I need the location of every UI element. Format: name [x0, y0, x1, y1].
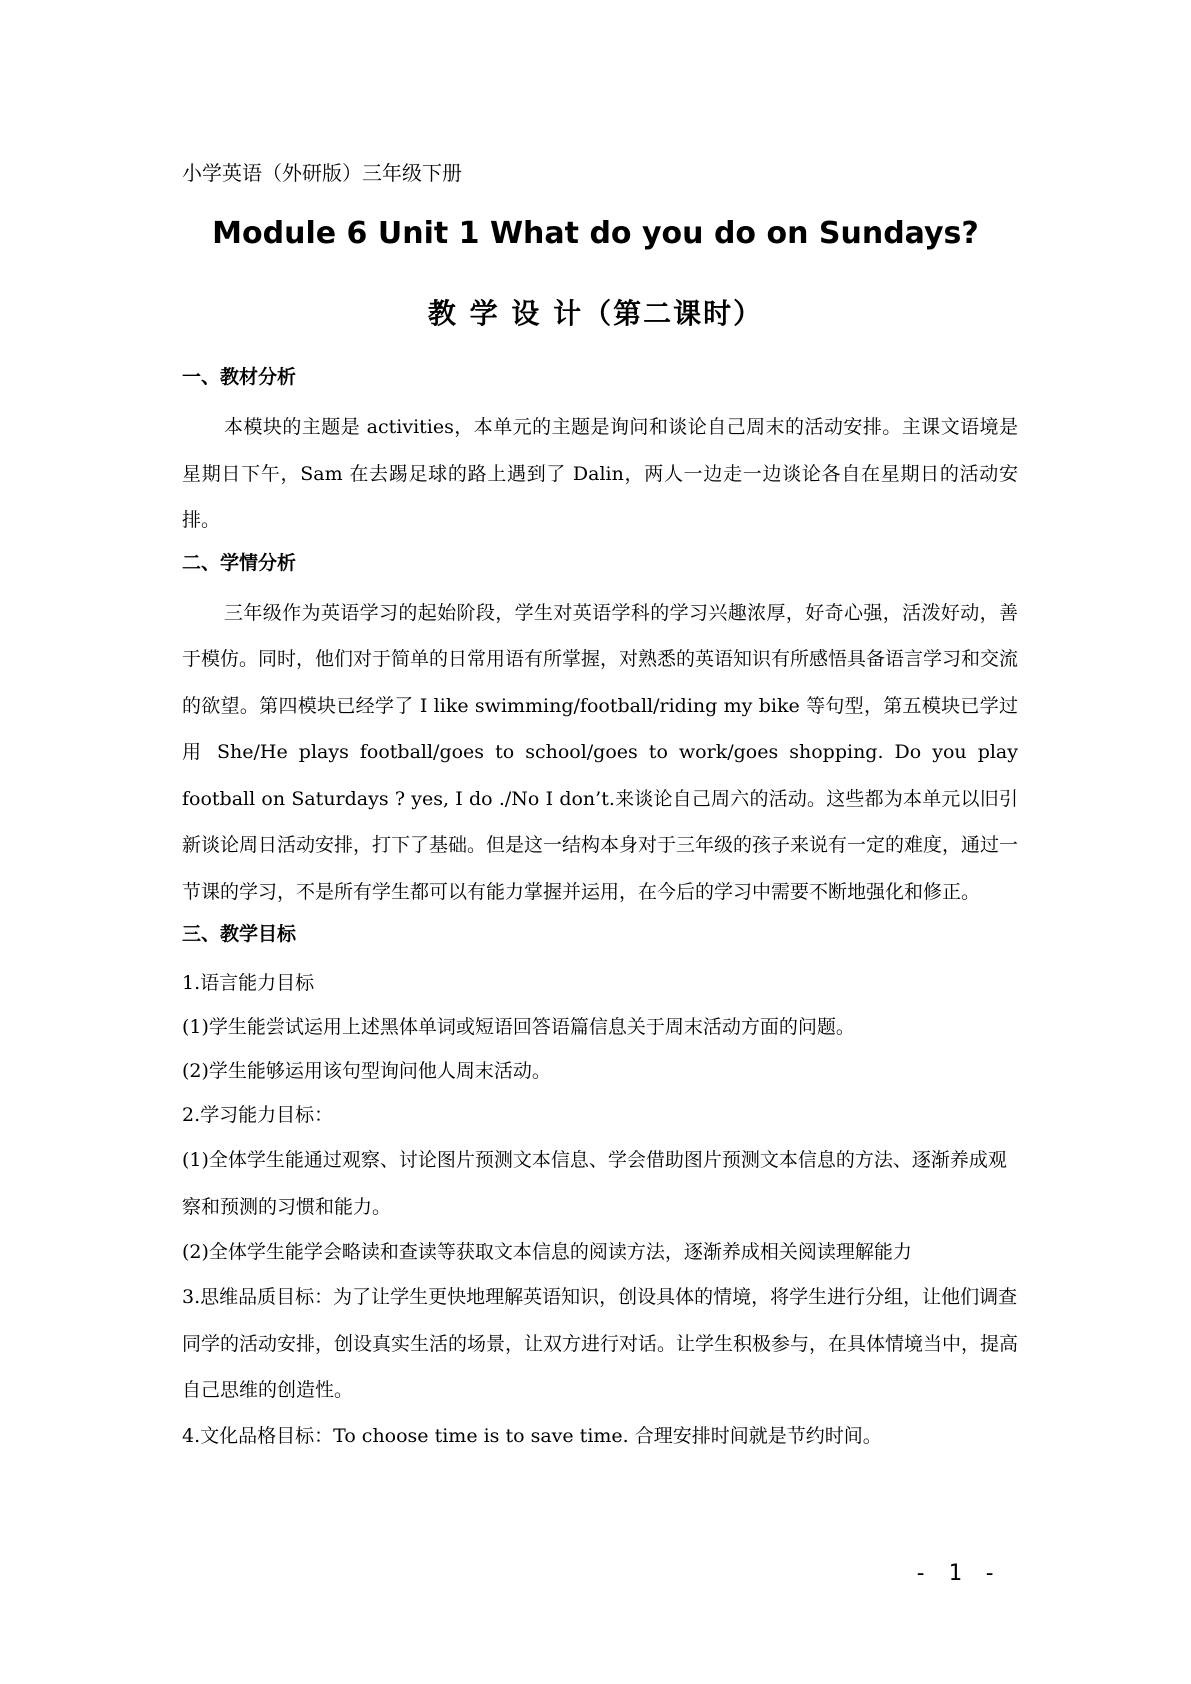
section-heading-student-analysis: 二、学情分析: [182, 551, 297, 574]
document-title: Module 6 Unit 1 What do you do on Sundays?: [212, 216, 979, 251]
objective-line: (1)全体学生能通过观察、讨论图片预测文本信息、学会借助图片预测文本信息的方法、逐渐养成观察和预测的习惯和能力。: [182, 1149, 1007, 1218]
objective-line: 4.文化品格目标：To choose time is to save time. 合理安排时间就是节约时间。: [182, 1424, 882, 1447]
objective-line: 3.思维品质目标：为了让学生更快地理解英语知识，创设具体的情境，将学生进行分组，让他们调查同学的活动安排，创设真实生活的场景，让双方进行对话。让学生积极参与，在具体情境当中，提高自己思维的创造性。: [182, 1286, 1019, 1401]
section-heading-textbook-analysis: 一、教材分析: [182, 366, 297, 388]
student-analysis-paragraph: 三年级作为英语学习的起始阶段，学生对英语学科的学习兴趣浓厚，好奇心强，活泼好动，善于模仿。同时，他们对于简单的日常用语有所掌握，对熟悉的英语知识有所感悟具备语言学习和交流的欲望。第四模块已经学了 I like swimming/football/riding my bike 等句型，第五模块已学过用 She/He plays football/goes to school/goes to work/goes shopping. Do you play football on Saturdays ? yes, I do ./No I don’t.来谈论自己周六的活动。这些都为本单元以旧引新谈论周日活动安排，打下了基础。但是这一结构本身对于三年级的孩子来说有一定的难度，通过一节课的学习，不是所有学生都可以有能力掌握并运用，在今后的学习中需要不断地强化和修正。: [182, 601, 1019, 903]
textbook-analysis-paragraph: 本模块的主题是 activities，本单元的主题是询问和谈论自己周末的活动安排。主课文语境是星期日下午，Sam 在去踢足球的路上遇到了 Dalin，两人一边走一边谈论各自在星期日的活动安排。: [182, 416, 1018, 531]
document-body: [182, 364, 1018, 1458]
objective-line: 1.语言能力目标: [182, 972, 315, 994]
page-number: - 1 -: [914, 1561, 1001, 1586]
document-subtitle: 教 学 设 计（第二课时）: [427, 297, 764, 330]
objective-line: (1)学生能尝试运用上述黑体单词或短语回答语篇信息关于周末活动方面的问题。: [182, 1016, 855, 1038]
course-header: 小学英语（外研版）三年级下册: [182, 161, 462, 185]
section-heading-teaching-objectives: 三、教学目标: [182, 923, 297, 945]
objective-line: (2)学生能够运用该句型询问他人周末活动。: [182, 1060, 551, 1082]
objective-line: 2.学习能力目标：: [182, 1104, 334, 1126]
objective-line: (2)全体学生能学会略读和查读等获取文本信息的阅读方法，逐渐养成相关阅读理解能力: [182, 1241, 912, 1263]
